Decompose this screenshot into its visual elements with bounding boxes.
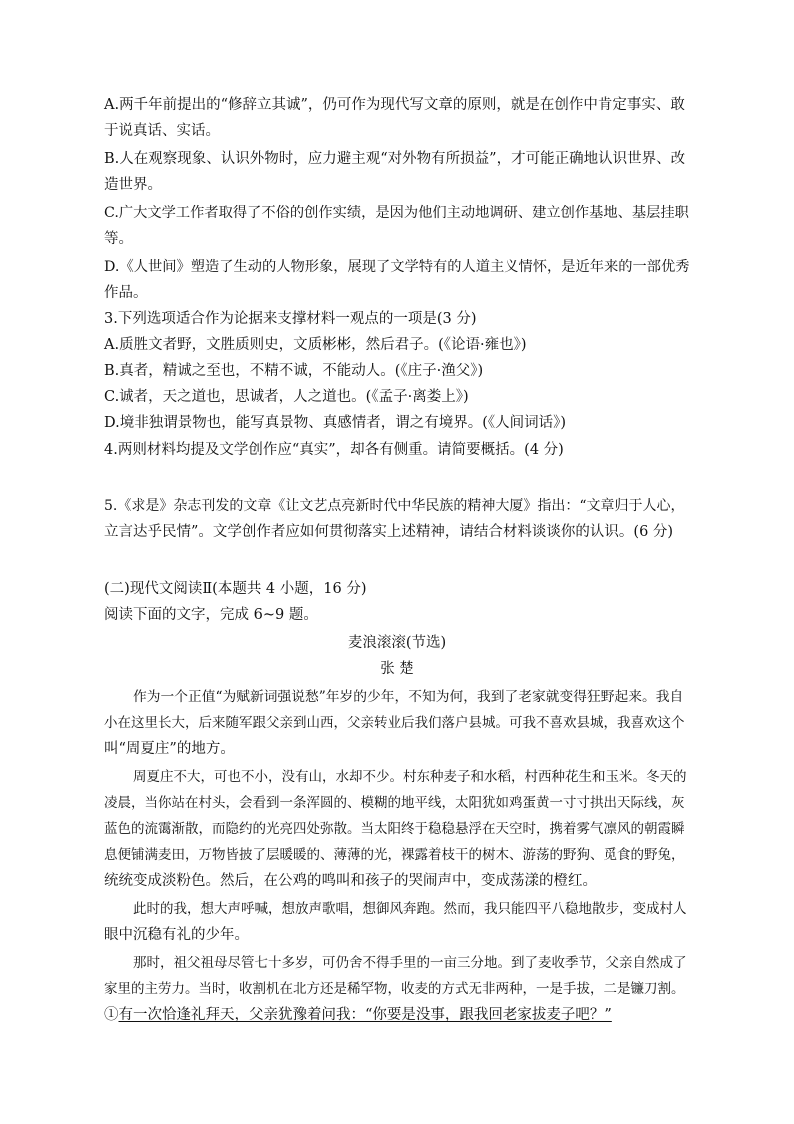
option-a-line-1: A.两千年前提出的“修辞立其诚”，仍可作为现代写文章的原则，就是在创作中肯定事实、敢	[104, 97, 685, 113]
option-b-line-1: B.人在观察现象、认识外物时，应力避主观“对外物有所损益”，才可能正确地认识世界、改	[104, 151, 686, 167]
question-5-line-2: 立言达乎民情”。文学创作者应如何贯彻落实上述精神，请结合材料谈谈你的认识。(6 分)	[104, 524, 674, 540]
paragraph-2-line-3: 蓝色的流霭渐散，而隐约的光亮四处弥散。当太阳终于稳稳悬浮在天空时，携着雾气凛风的朝霞瞬	[104, 821, 685, 837]
question-3-option-a: A.质胜文者野，文胜质则史，文质彬彬，然后君子。(《论语·雍也》)	[104, 337, 527, 353]
underlined-sentence: 有一次恰逢礼拜天，父亲犹豫着问我：“你要是没事，跟我回老家拔麦子吧？”	[118, 1007, 612, 1023]
option-a-line-2: 于说真话、实话。	[104, 123, 220, 139]
option-d-line-1: D.《人世间》塑造了生动的人物形象，展现了文学特有的人道主义情怀，是近年来的一部优秀	[104, 259, 690, 275]
option-d-line-2: 作品。	[104, 285, 148, 301]
question-3-option-c: C.诚者，天之道也，思诚者，人之道也。(《孟子·离娄上》)	[104, 389, 469, 405]
section-heading: (二)现代文阅读Ⅱ(本题共 4 小题，16 分)	[104, 581, 367, 597]
question-5-line-1: 5.《求是》杂志刊发的文章《让文艺点亮新时代中华民族的精神大厦》指出：“文章归于人心，	[104, 498, 685, 514]
paragraph-2-line-2: 凌晨，当你站在村头，会看到一条浑圆的、模糊的地平线，太阳犹如鸡蛋黄一寸寸拱出天际线，灰	[104, 795, 685, 811]
paragraph-1-line-3: 叫“周夏庄”的地方。	[104, 741, 235, 757]
question-4: 4.两则材料均提及文学创作应“真实”，却各有侧重。请简要概括。(4 分)	[104, 442, 564, 458]
paragraph-2-line-4: 息便铺满麦田，万物皆披了层暖暖的、薄薄的光，裸露着枝干的树木、游荡的野狗、觅食的野兔，	[104, 847, 685, 863]
paragraph-3-line-1: 此时的我，想大声呼喊，想放声歌唱，想御风奔跑。然而，我只能四平八稳地散步，变成村人	[133, 901, 687, 917]
question-3-option-b: B.真者，精诚之至也，不精不诚，不能动人。(《庄子·渔父》)	[104, 363, 484, 379]
option-c-line-1: C.广大文学工作者取得了不俗的创作实绩，是因为他们主动地调研、建立创作基地、基层挂职	[104, 205, 689, 221]
paragraph-4-line-1: 那时，祖父祖母尽管七十多岁，可仍舍不得手里的一亩三分地。到了麦收季节，父亲自然成了	[133, 955, 687, 971]
reading-instruction: 阅读下面的文字，完成 6~9 题。	[104, 607, 318, 623]
question-3-option-d: D.境非独谓景物也，能写真景物、真感情者，谓之有境界。(《人间词话》)	[104, 415, 567, 431]
article-title: 麦浪滚滚(节选)	[347, 635, 447, 651]
paragraph-1-line-2: 小在这里长大，后来随军跟父亲到山西，父亲转业后我们落户县城。可我不喜欢县城，我喜欢这个	[104, 715, 685, 731]
article-author: 张 楚	[380, 661, 414, 677]
option-b-line-2: 造世界。	[104, 177, 162, 193]
option-c-line-2: 等。	[104, 231, 133, 247]
question-3: 3.下列选项适合作为论据来支撑材料一观点的一项是(3 分)	[104, 311, 477, 327]
paragraph-2-line-1: 周夏庄不大，可也不小，没有山，水却不少。村东种麦子和水稻，村西种花生和玉米。冬天的	[133, 769, 687, 785]
paragraph-2-line-5: 统统变成淡粉色。然后，在公鸡的鸣叫和孩子的哭闹声中，变成荡漾的橙红。	[104, 873, 597, 889]
paragraph-4-line-2: 家里的主劳力。当时，收割机在北方还是稀罕物，收麦的方式无非两种，一是手拔，二是镰刀割。	[104, 981, 685, 997]
paragraph-3-line-2: 眼中沉稳有礼的少年。	[104, 927, 249, 943]
paragraph-4-line-3	[104, 1006, 612, 1024]
paragraph-1-line-1: 作为一个正值“为赋新词强说愁”年岁的少年，不知为何，我到了老家就变得狂野起来。我自	[133, 689, 684, 705]
sentence-marker: ①	[104, 1007, 119, 1023]
